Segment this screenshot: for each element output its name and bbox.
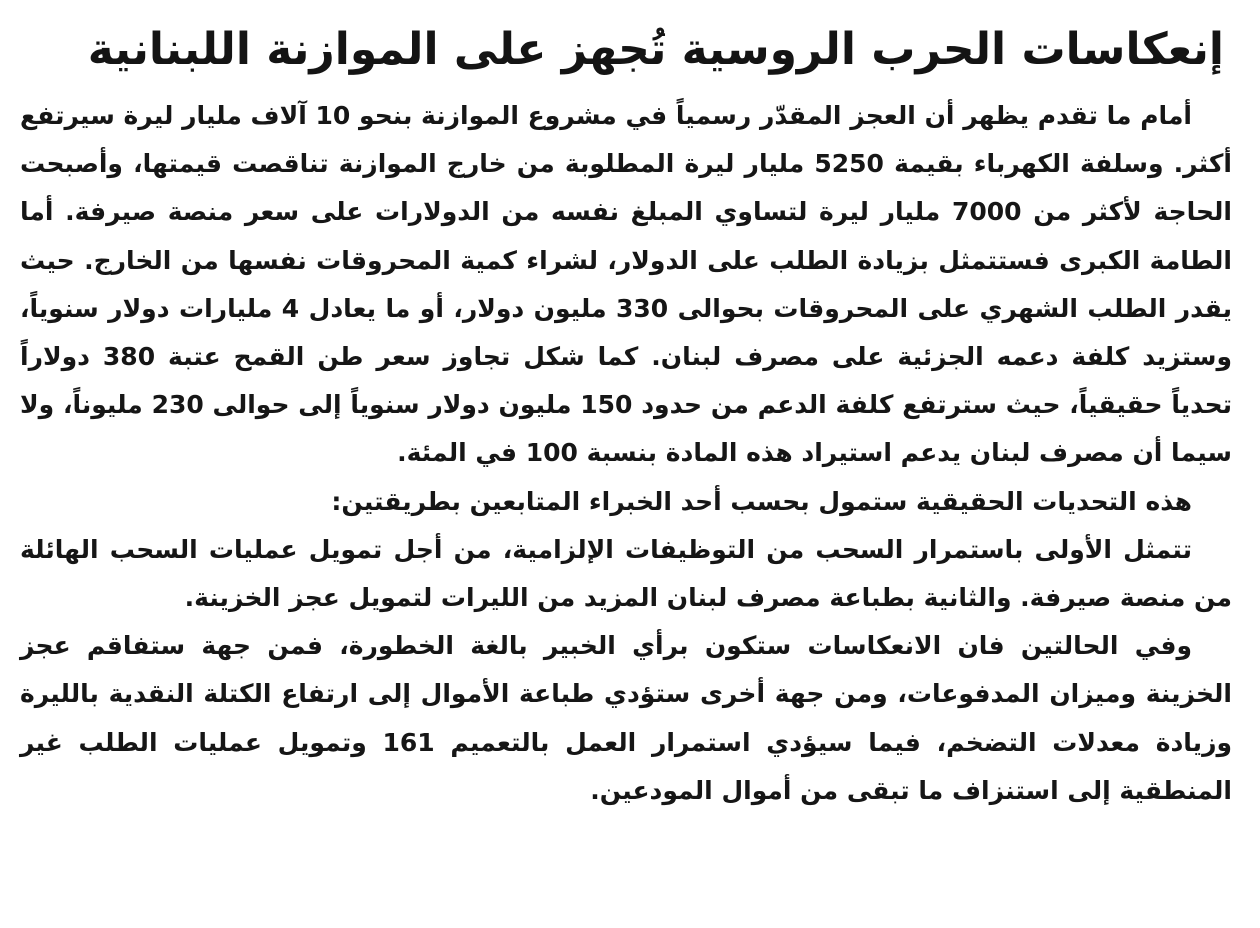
article-paragraph: أمام ما تقدم يظهر أن العجز المقدّر رسمياً في مشروع الموازنة بنحو 10 آلاف مليار ليرة سيرتفع أكثر. وسلفة الكهرباء بقيمة 5250 مليار ليرة المطلوبة من خارج الموازنة تناقصت قيمتها، وأصبحت الحاجة لأكثر من 7000 مليار ليرة لتساوي المبلغ نفسه من الدولارات على سعر منصة صيرفة. أما الطامة الكبرى فستتمثل بزيادة الطلب على الدولار، لشراء كمية المحروقات نفسها من الخارج. حيث يقدر الطلب الشهري على المحروقات بحوالى 330 مليون دولار، أو ما يعادل 4 مليارات دولار سنوياً، وستزيد كلفة دعمه الجزئية على مصرف لبنان. كما شكل تجاوز سعر طن القمح عتبة 380 دولاراً تحدياً حقيقياً، حيث سترتفع كلفة الدعم من حدود 150 مليون دولار سنوياً إلى حوالى 230 مليوناً، ولا سيما أن مصرف لبنان يدعم استيراد هذه المادة بنسبة 100 في المئة. xyxy=(20,101,1232,468)
article-paragraph: هذه التحديات الحقيقية ستمول بحسب أحد الخبراء المتابعين بطريقتين: xyxy=(331,486,1192,516)
article-headline: إنعكاسات الحرب الروسية تُجهز على الموازنة اللبنانية xyxy=(87,24,1224,75)
article-body xyxy=(20,92,1232,815)
article xyxy=(20,14,1232,815)
article-paragraph: وفي الحالتين فان الانعكاسات ستكون برأي الخبير بالغة الخطورة، فمن جهة ستفاقم عجز الخزينة وميزان المدفوعات، ومن جهة أخرى ستؤدي طباعة الأموال إلى ارتفاع الكتلة النقدية بالليرة وزيادة معدلات التضخم، فيما سيؤدي استمرار العمل بالتعميم 161 وتمويل عمليات الطلب غير المنطقية إلى استنزاف ما تبقى من أموال المودعين. xyxy=(20,631,1232,805)
article-paragraph: تتمثل الأولى باستمرار السحب من التوظيفات الإلزامية، من أجل تمويل عمليات السحب الهائلة من منصة صيرفة. والثانية بطباعة مصرف لبنان المزيد من الليرات لتمويل عجز الخزينة. xyxy=(20,534,1232,613)
